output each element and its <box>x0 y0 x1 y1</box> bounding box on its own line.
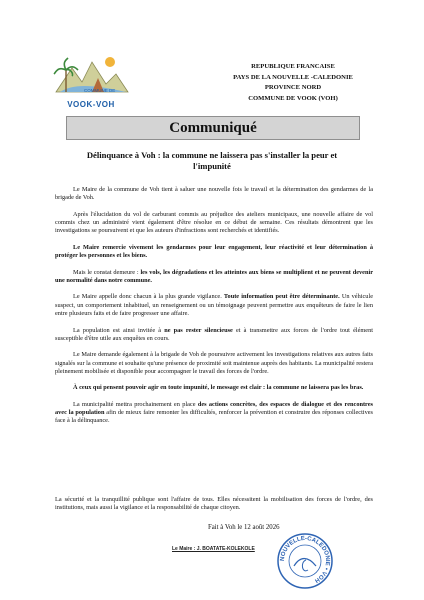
date-line: Fait à Voh le 12 août 2026 <box>208 524 280 531</box>
commune-logo-icon <box>52 48 130 102</box>
paragraph-7: Le Maire demande également à la brigade de Voh de poursuivre activement les investigations relatives aux autres faits signalés sur la commune et souhaite qu'une présence de proximité soit maintenue auprès des habitants. La municipalité restera pleinement mobilisée et disponible pour accompagner le travail des forces de l'ordre. <box>55 351 373 375</box>
header-line-2: PAYS DE LA NOUVELLE -CALEDONIE <box>233 73 353 81</box>
paragraph-4 <box>55 269 373 286</box>
paragraph-9-bold: des actions concrètes, des espaces de dialogue et des rencontres avec la population <box>55 400 373 417</box>
mayor-signature-label: Le Maire : J. BOATATE-KOLEKOLE <box>172 546 255 552</box>
communique-body <box>55 186 373 434</box>
header-line-3: PROVINCE NORD <box>264 84 322 92</box>
paragraph-4-text: Mais le constat demeure : <box>73 268 141 276</box>
paragraph-5 <box>55 293 373 318</box>
svg-text:NOUVELLE-CALEDONIE • VOH <box>280 536 330 583</box>
paragraph-6-bold: ne pas rester silencieuse <box>164 326 233 334</box>
paragraph-6-rest: et à transmettre aux forces de l'ordre tout élément susceptible d'être utile aux enquêtes en cours. <box>55 326 373 342</box>
paragraph-8: À ceux qui pensent pouvoir agir en toute impunité, le message est clair : la commune ne laissera pas les bras. <box>73 384 364 392</box>
paragraph-6-text: La population est ainsi invitée à <box>73 326 165 334</box>
official-seal-icon <box>276 532 334 590</box>
paragraph-2: Après l'élucidation du vol de carburant commis au préjudice des ateliers municipaux, une nouvelle affaire de vol commis chez un administré vient également d'être résolue en ce début de semaine. Ces résultats démontrent que les investigations se poursuivent et que les auteurs d'infractions sont recherchés et identifiés. <box>55 210 373 235</box>
closing-paragraph: La sécurité et la tranquillité publique sont l'affaire de tous. Elles nécessitent la mobilisation des forces de l'ordre, des institutions, mais aussi la vigilance et la responsabilité de chaque citoyen. <box>55 496 373 512</box>
logo-name: VOOK-VOH <box>67 100 115 109</box>
header-line-1: REPUBLIQUE FRANCAISE <box>251 63 335 70</box>
paragraph-5-bold: Toute information peut être déterminante. <box>223 293 340 301</box>
title-box <box>66 116 360 140</box>
logo-top-text: COMMUNE DE <box>84 88 116 93</box>
paragraph-3: Le Maire remercie vivement les gendarmes pour leur engagement, leur réactivité et leur détermination à protéger les personnes et les biens. <box>55 243 373 260</box>
paragraph-6 <box>55 327 373 344</box>
paragraph-5-text: Le Maire appelle donc chacun à la plus grande vigilance. <box>73 293 224 301</box>
paragraph-1: Le Maire de la commune de Voh tient à saluer une nouvelle fois le travail et la détermination des gendarmes de la brigade de Voh. <box>55 186 373 202</box>
subtitle: Délinquance à Voh : la commune ne laissera pas s'installer la peur et l'impunité <box>86 150 338 171</box>
seal-text: NOUVELLE-CALEDONIE • VOH <box>279 535 331 584</box>
administrative-header <box>218 62 368 104</box>
paragraph-9 <box>55 401 373 426</box>
paragraph-9-rest: afin de mieux faire remonter les difficultés, renforcer la prévention et construire des réponses collectives face à la délinquance. <box>55 409 373 425</box>
paragraph-5-rest: Un véhicule suspect, un comportement inhabituel, un renseignement ou un témoignage peuvent permettre aux enquêteurs de faire le lien entre plusieurs faits et de faire progresser une affaire. <box>55 293 373 318</box>
header-line-4: COMMUNE DE VOOK (VOH) <box>248 94 338 102</box>
page-title: Communiqué <box>169 119 257 136</box>
paragraph-9-text: La municipalité mettra prochainement en place <box>73 400 198 408</box>
paragraph-4-bold: les vols, les dégradations et les atteintes aux biens se multiplient et ne peuvent devenir une normalité dans notre commune. <box>55 268 373 284</box>
